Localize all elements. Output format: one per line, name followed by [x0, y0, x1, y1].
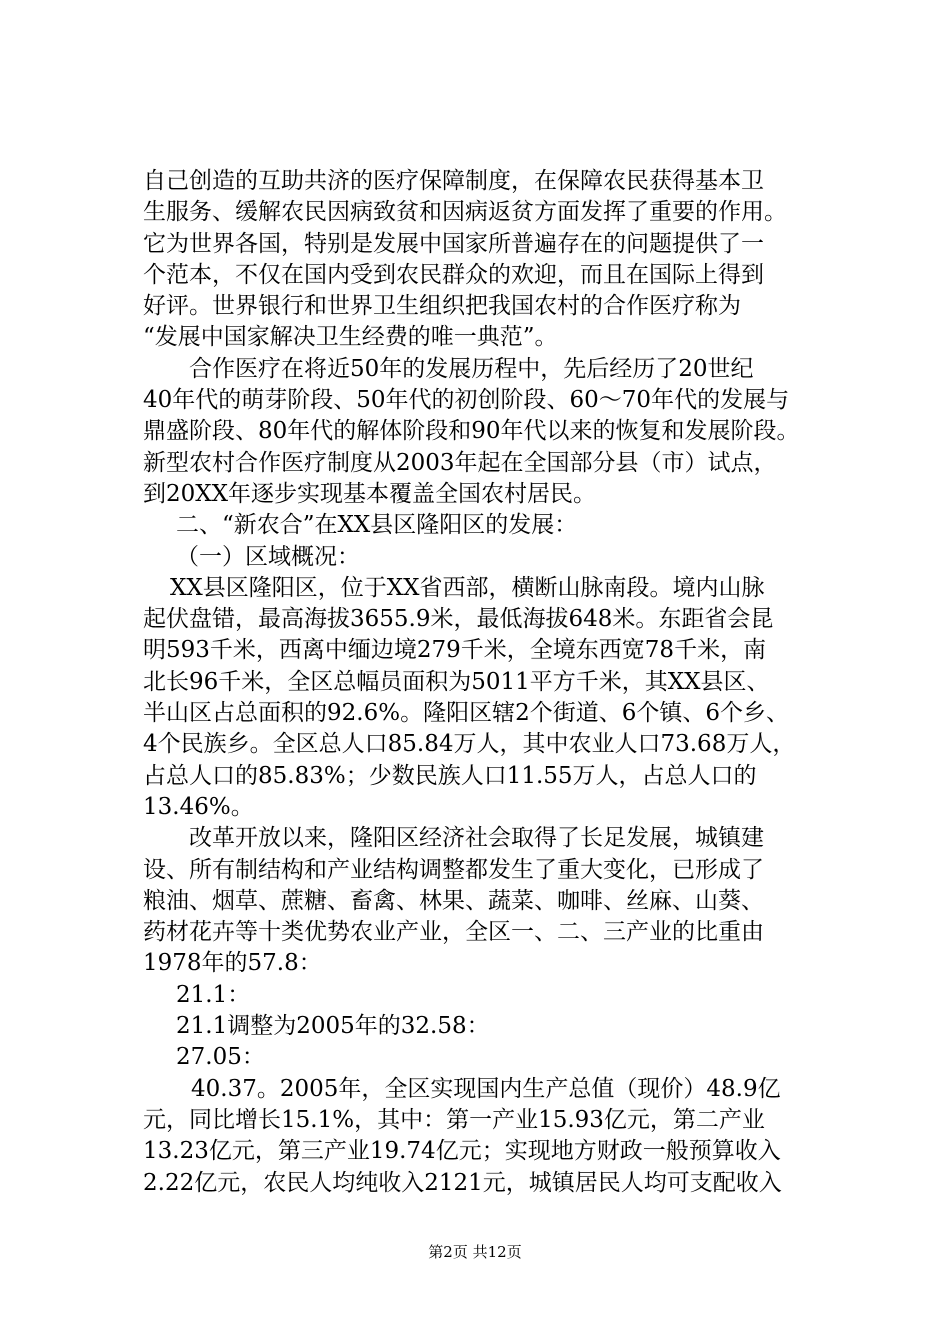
text-line: 生服务、缓解农民因病致贫和因病返贫方面发挥了重要的作用。 [143, 199, 787, 226]
text-line: 改革开放以来，隆阳区经济社会取得了长足发展，城镇建 [189, 825, 764, 852]
text-line: 2.22亿元，农民人均纯收入2121元，城镇居民人均可支配收入 [143, 1169, 782, 1196]
text-line: 4个民族乡。全区总人口85.84万人，其中农业人口73.68万人， [143, 731, 796, 758]
subsection-heading: （一）区域概况： [176, 543, 360, 570]
text-line: 起伏盘错，最高海拔3655.9米，最低海拔648米。东距省会昆 [143, 606, 774, 633]
text-line: 新型农村合作医疗制度从2003年起在全国部分县（市）试点， [143, 449, 777, 476]
text-line: 粮油、烟草、蔗糖、畜禽、林果、蔬菜、咖啡、丝麻、山葵、 [143, 887, 764, 914]
text-line: 鼎盛阶段、80年代的解体阶段和90年代以来的恢复和发展阶段。 [143, 418, 800, 445]
text-line: 27.05： [176, 1044, 265, 1071]
text-line: 半山区占总面积的92.6%。隆阳区辖2个街道、6个镇、6个乡、 [143, 700, 789, 727]
text-line: 13.46%。 [143, 793, 254, 820]
text-line: XX县区隆阳区，位于XX省西部，横断山脉南段。境内山脉 [170, 574, 765, 601]
text-line: 21.1调整为2005年的32.58： [176, 1013, 490, 1040]
section-heading: 二、“新农合”在XX县区隆阳区的发展： [176, 512, 578, 539]
text-line: 占总人口的85.83%；少数民族人口11.55万人，占总人口的 [143, 762, 757, 789]
text-line: 40年代的萌芽阶段、50年代的初创阶段、60～70年代的发展与 [143, 387, 790, 414]
text-line: 13.23亿元，第三产业19.74亿元；实现地方财政一般预算收入 [143, 1138, 781, 1165]
text-line: 元，同比增长15.1%，其中：第一产业15.93亿元，第二产业 [143, 1106, 765, 1133]
text-line: 它为世界各国，特别是发展中国家所普遍存在的问题提供了一 [143, 230, 764, 257]
text-line: 药材花卉等十类优势农业产业，全区一、二、三产业的比重由 [143, 919, 764, 946]
body-text [143, 166, 833, 1199]
text-line: 到20XX年逐步实现基本覆盖全国农村居民。 [143, 480, 597, 507]
text-line: 合作医疗在将近50年的发展历程中，先后经历了20世纪 [189, 355, 754, 382]
text-line: 明593千米，西离中缅边境279千米，全境东西宽78千米，南 [143, 637, 767, 664]
text-line: 北长96千米，全区总幅员面积为5011平方千米，其XX县区、 [143, 668, 770, 695]
text-line: 自己创造的互助共济的医疗保障制度，在保障农民获得基本卫 [143, 168, 764, 194]
text-line: 个范本，不仅在国内受到农民群众的欢迎，而且在国际上得到 [143, 261, 764, 288]
text-line: 21.1： [176, 981, 251, 1008]
text-line: 设、所有制结构和产业结构调整都发生了重大变化，已形成了 [143, 856, 764, 883]
page-number-footer: 第2页 共12页 [428, 1243, 522, 1261]
text-line: 好评。世界银行和世界卫生组织把我国农村的合作医疗称为 [143, 293, 741, 320]
text-line: 1978年的57.8： [143, 950, 322, 977]
text-line: 40.37。2005年，全区实现国内生产总值（现价）48.9亿 [191, 1075, 781, 1102]
text-line: “发展中国家解决卫生经费的唯一典范”。 [143, 324, 558, 351]
